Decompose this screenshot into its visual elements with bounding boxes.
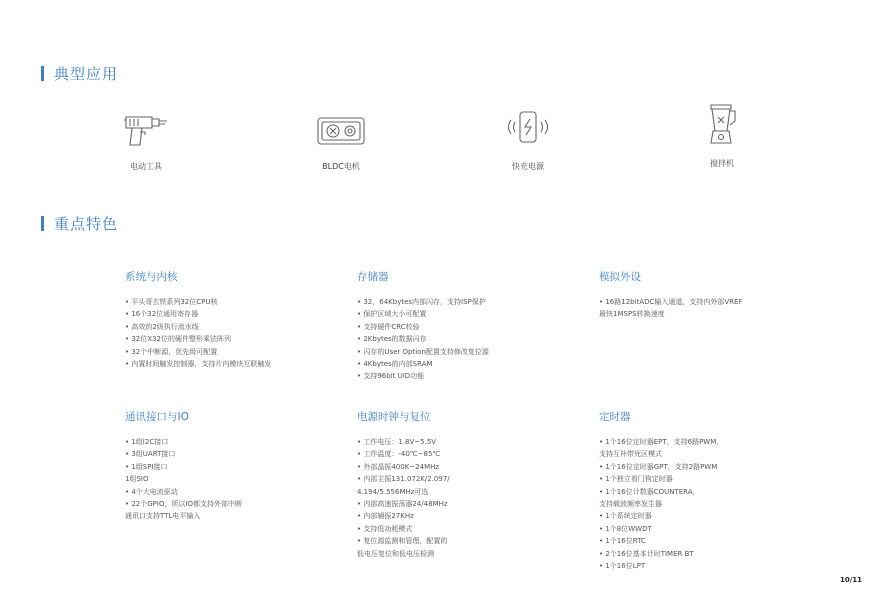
list-item: 1组SIO: [125, 475, 149, 484]
list-item: • 内部主振131.072K/2.097/: [357, 475, 450, 484]
list-item: • 支持硬件CRC校验: [357, 322, 420, 331]
list-item: • 内部辅振27KHz: [357, 512, 414, 521]
list-item: 支持互补带死区模式: [599, 450, 662, 459]
list-item: • 32，64Kbytes内部闪存，支持ISP保护: [357, 298, 486, 306]
list-item: • 1个16位定时器EPT，支持6路PWM，: [599, 438, 724, 446]
list-item: • 1组SPI接口: [125, 462, 168, 471]
list-item: 支持载波频率发生器: [599, 500, 662, 509]
feature-title: 模拟外设: [599, 271, 641, 283]
list-item: • 内部高速振荡器24/48MHz: [357, 500, 448, 509]
application-fast-charge: [483, 110, 573, 172]
list-item: • 1个16位定时器GPT，支持2路PWM: [599, 462, 718, 471]
list-item: • 1个8位WWDT: [599, 524, 652, 533]
blender-icon: [697, 103, 747, 149]
list-item: 4.194/5.556MHz可选: [357, 487, 429, 496]
feature-system-core: [125, 269, 325, 370]
feature-list: [125, 296, 325, 370]
application-label: 电动工具: [130, 162, 162, 171]
features-section-title: [41, 215, 118, 231]
application-label: 搅拌机: [710, 159, 734, 168]
feature-list: [599, 436, 799, 572]
list-item: • 内置时间触发控制器，支持片内模块互联触发: [125, 360, 272, 369]
feature-title: 通讯接口与IO: [125, 411, 189, 423]
applications-title-text: 典型应用: [54, 64, 119, 83]
list-item: • 外部晶振400K~24MHz: [357, 462, 440, 471]
feature-title: 电源时钟与复位: [357, 411, 431, 423]
list-item: 低电压复位和低电压检测: [357, 549, 434, 558]
list-item: • 高效的2级执行流水线: [125, 322, 199, 331]
list-item: • 2个16位基本计时TIMER BT: [599, 549, 694, 558]
list-item: • 1个独立看门狗定时器: [599, 475, 673, 484]
list-item: • 32位X32位的硬件整形乘法阵列: [125, 335, 231, 344]
list-item: • 工作温度：-40℃~85℃: [357, 450, 441, 459]
list-item: • 3组UART接口: [125, 450, 176, 459]
application-bldc-motor: [296, 110, 386, 172]
fast-charge-icon: [503, 110, 553, 152]
list-item: • 保护区域大小可配置: [357, 310, 427, 319]
list-item: 通讯口支持TTL电平输入: [125, 512, 201, 521]
title-accent-bar: [41, 66, 44, 81]
list-item: • 1个16位RTC: [599, 537, 646, 546]
application-label: BLDC电机: [322, 162, 360, 171]
feature-title: 定时器: [599, 411, 631, 423]
feature-list: [357, 296, 557, 383]
application-label: 快充电源: [512, 162, 544, 171]
feature-timers: [599, 409, 799, 572]
list-item: • 闪存的User Option配置支持修改复位源: [357, 347, 489, 356]
list-item: • 复位源监测和管理，配置的: [357, 537, 448, 546]
page-number: 10/11: [839, 576, 862, 584]
list-item: • 4个大电流驱动: [125, 487, 178, 496]
list-item: • 工作电压：1.8V~5.5V: [357, 438, 437, 446]
list-item: • 1个系统定时器: [599, 512, 652, 521]
feature-title: 存储器: [357, 271, 389, 283]
list-item: • 32个中断源，优先级可配置: [125, 347, 218, 356]
list-item: 最快1MSPS转换速度: [599, 310, 665, 319]
list-item: • 1组I2C接口: [125, 438, 169, 446]
list-item: • 支持低功耗模式: [357, 524, 413, 533]
feature-analog-peripherals: [599, 269, 799, 321]
features-title-text: 重点特色: [54, 214, 119, 233]
feature-power-clock-reset: [357, 409, 557, 560]
application-blender: [677, 103, 767, 169]
list-item: • 16路12bitADC输入通道，支持内外部VREF: [599, 298, 743, 306]
list-item: • 支持96bit UID功能: [357, 372, 425, 381]
list-item: • 4Kbytes的内部SRAM: [357, 360, 433, 369]
feature-list: [125, 436, 325, 523]
power-drill-icon: [121, 110, 171, 152]
bldc-motor-icon: [316, 110, 366, 152]
list-item: • 1个16位LPT: [599, 562, 646, 571]
feature-list: [357, 436, 557, 560]
title-accent-bar: [41, 216, 44, 231]
feature-communication-io: [125, 409, 325, 523]
list-item: • 2Kbytes的数据闪存: [357, 335, 427, 344]
application-power-tool: [101, 110, 191, 172]
list-item: • 22个GPIO，所以IO都支持外部中断: [125, 500, 243, 509]
list-item: • 16个32位通用寄存器: [125, 310, 199, 319]
feature-memory: [357, 269, 557, 383]
applications-section-title: [41, 65, 118, 81]
feature-title: 系统与内核: [125, 271, 178, 283]
list-item: • 平头哥玄铁系列32位CPU核: [125, 298, 218, 306]
list-item: • 1个16位计数器COUNTERA，: [599, 487, 700, 496]
feature-list: [599, 296, 799, 321]
